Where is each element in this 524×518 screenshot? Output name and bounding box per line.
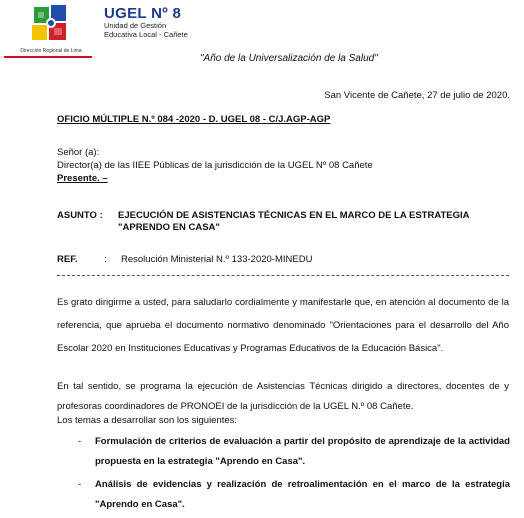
header-logo [10,4,92,60]
logo-caption: Dirección Regional de Lima [20,48,82,54]
ref-text: Resolución Ministerial N.º 133-2020-MINEDU [121,254,313,265]
salutation: Señor (a): [57,147,100,158]
recipient: Director(a) de las IIEE Públicas de la jurisdicción de la UGEL Nº 08 Cañete [57,160,373,171]
header-red-rule [4,56,92,58]
topics-intro: Los temas a desarrollar son los siguientes: [57,415,238,426]
year-motto: "Año de la Universalización de la Salud" [200,53,378,64]
list-dash: - [78,479,82,490]
ugel-subtitle-line1: Unidad de Gestión [104,21,167,30]
list-item [78,475,510,515]
document-date: San Vicente de Cañete, 27 de julio de 2020. [324,90,510,101]
asunto-label: ASUNTO : [57,210,103,221]
ugel-heading [104,6,188,39]
presente: Presente. – [57,173,108,184]
list-dash: - [78,436,82,447]
asunto-text: EJECUCIÓN DE ASISTENCIAS TÉCNICAS EN EL MARCO DE LA ESTRATEGIA "APRENDO EN CASA" [118,210,470,233]
topics-list [78,432,510,518]
oficio-number: OFICIO MÚLTIPLE N.º 084 -2020 - D. UGEL 08 - C/J.AGP-AGP [57,114,331,125]
ref-label: REF. [57,254,78,265]
recipient-block [57,146,373,185]
ref-colon: : [104,254,107,265]
ugel-subtitle-line2: Educativa Local - Cañete [104,30,188,39]
ugel-logo-icon [30,4,72,44]
dashed-separator [57,275,509,276]
list-item-text: Formulación de criterios de evaluación a partir del propósito de aprendizaje de la actividad propuesta en la estrategia "Aprendo en Casa". [95,436,510,467]
ugel-title: UGEL Nº 8 [104,5,182,22]
paragraph-assistance: En tal sentido, se programa la ejecución de Asistencias Técnicas dirigido a directores, docentes de y profesoras coordinadores de PRONOEI de la jurisdicción de la UGEL N.º 08 Cañete. [57,381,509,412]
paragraph-intro: Es grato dirigirme a usted, para saludarlo cordialmente y manifestarle que, en atención al documento de la referencia, que aprueba el documento normativo denominado "Orientaciones para el desarrollo del Año Escolar 2020 en Instituciones Educativas y Programas Educativos de la Educación Básica". [57,297,509,354]
list-item-text: Análisis de evidencias y realización de retroalimentación en el marco de la estrategia "Aprendo en Casa". [95,479,510,510]
list-item [78,432,510,472]
